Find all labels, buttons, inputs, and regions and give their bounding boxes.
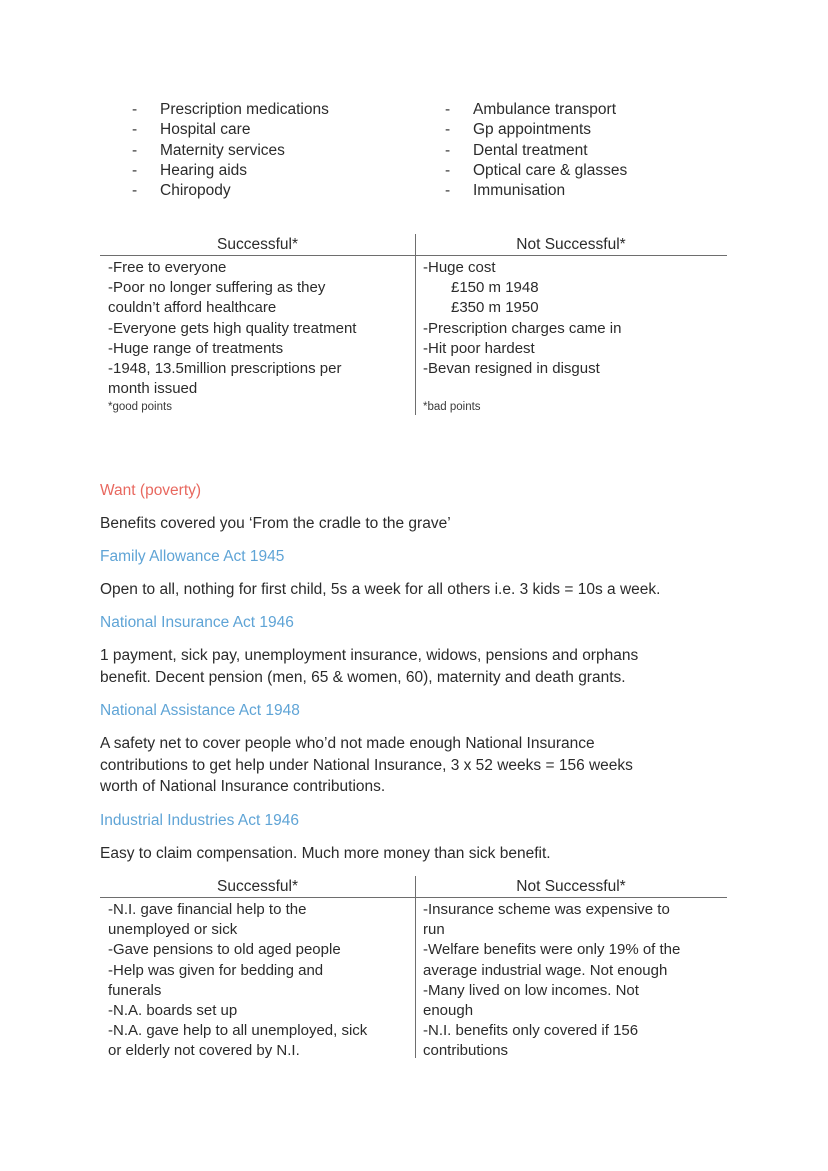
dash-bullet-icon: - — [445, 121, 451, 139]
table-row: unemployed or sick — [108, 921, 238, 939]
table-row: -N.I. benefits only covered if 156 — [423, 1022, 639, 1040]
heading-family-allowance-act: Family Allowance Act 1945 — [100, 548, 285, 565]
table-row: -Gave pensions to old aged people — [108, 941, 341, 959]
table-header-row — [100, 876, 727, 897]
list-item-label: Immunisation — [473, 182, 566, 200]
section-heading-want: Want (poverty) — [100, 482, 202, 499]
table-row: -Everyone gets high quality treatment — [108, 319, 357, 337]
list-item — [132, 120, 432, 140]
nhs-services-right-column — [445, 100, 745, 201]
footnote-good-points: *good points — [108, 401, 172, 413]
table-row: -N.I. gave financial help to the — [108, 901, 307, 918]
paragraph-line: A safety net to cover people who’d not made enough National Insurance — [100, 735, 595, 752]
want-intro-paragraph — [100, 513, 740, 535]
list-item-label: Prescription medications — [160, 101, 329, 118]
table-row: -1948, 13.5million prescriptions per — [108, 360, 342, 378]
dash-bullet-icon: - — [132, 141, 138, 159]
dash-bullet-icon: - — [445, 161, 451, 179]
dash-bullet-icon: - — [132, 121, 138, 139]
paragraph-line: 1 payment, sick pay, unemployment insurance, widows, pensions and orphans — [100, 647, 639, 664]
dash-bullet-icon: - — [132, 161, 138, 179]
table-cell-not-successful — [423, 900, 723, 1062]
heading-national-assistance-act: National Assistance Act 1948 — [100, 702, 300, 719]
list-item-label: Hospital care — [160, 121, 251, 139]
table-row: -Prescription charges came in — [423, 319, 622, 337]
industrial-industries-act-paragraph — [100, 843, 740, 865]
national-insurance-act-paragraph — [100, 645, 740, 688]
table-row: -N.A. gave help to all unemployed, sick — [108, 1022, 368, 1040]
paragraph-line: worth of National Insurance contributions. — [100, 778, 386, 795]
table-row: -Bevan resigned in disgust — [423, 360, 600, 378]
table-row: -Free to everyone — [108, 259, 227, 276]
table-row: month issued — [108, 380, 198, 398]
table-row: -Insurance scheme was expensive to — [423, 901, 670, 918]
table-row: -Huge cost — [423, 259, 496, 276]
list-item — [445, 141, 745, 161]
table-header-rule — [100, 255, 727, 256]
heading-industrial-industries-act: Industrial Industries Act 1946 — [100, 812, 300, 829]
table-cell-successful — [108, 258, 408, 399]
paragraph-line: benefit. Decent pension (men, 65 & women, 60), maternity and death grants. — [100, 668, 626, 686]
list-item-label: Maternity services — [160, 141, 285, 159]
dash-bullet-icon: - — [132, 101, 138, 118]
footnote-bad-points: *bad points — [423, 401, 481, 413]
column-header-successful: Successful* — [217, 878, 298, 895]
table-row: -Many lived on low incomes. Not — [423, 981, 639, 999]
table-row: £150 m 1948 — [451, 279, 539, 297]
heading-national-insurance-act: National Insurance Act 1946 — [100, 614, 294, 631]
list-item-label: Ambulance transport — [473, 101, 617, 118]
dash-bullet-icon: - — [132, 182, 138, 200]
table-row: run — [423, 921, 445, 939]
paragraph-line: Benefits covered you ‘From the cradle to the grave’ — [100, 515, 451, 532]
paragraph-line: Open to all, nothing for first child, 5s a week for all others i.e. 3 kids = 10s a week. — [100, 581, 661, 598]
table-cell-not-successful — [423, 258, 723, 379]
table-row: or elderly not covered by N.I. — [108, 1042, 300, 1060]
national-assistance-act-paragraph — [100, 733, 740, 798]
table-row: -Hit poor hardest — [423, 339, 535, 357]
table-row: -Huge range of treatments — [108, 339, 284, 357]
welfare-comparison-table — [100, 876, 727, 1060]
table-row: funerals — [108, 981, 162, 999]
table-header-row — [100, 234, 727, 255]
column-header-successful: Successful* — [217, 236, 298, 253]
table-row: average industrial wage. Not enough — [423, 961, 668, 979]
table-row: -N.A. boards set up — [108, 1002, 238, 1020]
family-allowance-act-paragraph — [100, 579, 740, 601]
dash-bullet-icon: - — [445, 141, 451, 159]
list-item-label: Dental treatment — [473, 141, 588, 159]
list-item — [132, 161, 432, 181]
list-item-label: Chiropody — [160, 182, 231, 200]
table-row: £350 m 1950 — [451, 299, 539, 317]
table-column-divider — [415, 876, 416, 1058]
table-row: -Help was given for bedding and — [108, 961, 324, 979]
list-item — [445, 181, 745, 201]
table-column-divider — [415, 234, 416, 415]
list-item-label: Optical care & glasses — [473, 161, 628, 179]
nhs-comparison-table — [100, 234, 727, 413]
list-item — [445, 120, 745, 140]
list-item-label: Hearing aids — [160, 161, 248, 179]
list-item — [132, 100, 432, 120]
nhs-services-left-column — [132, 100, 432, 201]
column-header-not-successful: Not Successful* — [516, 878, 626, 895]
column-header-not-successful: Not Successful* — [516, 236, 626, 253]
list-item — [445, 161, 745, 181]
dash-bullet-icon: - — [445, 101, 451, 118]
list-item — [445, 100, 745, 120]
table-row: -Poor no longer suffering as they — [108, 279, 326, 297]
list-item — [132, 181, 432, 201]
dash-bullet-icon: - — [445, 182, 451, 200]
paragraph-line: Easy to claim compensation. Much more money than sick benefit. — [100, 845, 551, 862]
table-row: -Welfare benefits were only 19% of the — [423, 941, 681, 959]
table-row: enough — [423, 1002, 474, 1020]
table-header-rule — [100, 897, 727, 898]
table-row: contributions — [423, 1042, 509, 1060]
table-row: couldn’t afford healthcare — [108, 299, 277, 317]
table-cell-successful — [108, 900, 408, 1062]
list-item-label: Gp appointments — [473, 121, 592, 139]
paragraph-line: contributions to get help under National Insurance, 3 x 52 weeks = 156 weeks — [100, 756, 633, 774]
list-item — [132, 141, 432, 161]
